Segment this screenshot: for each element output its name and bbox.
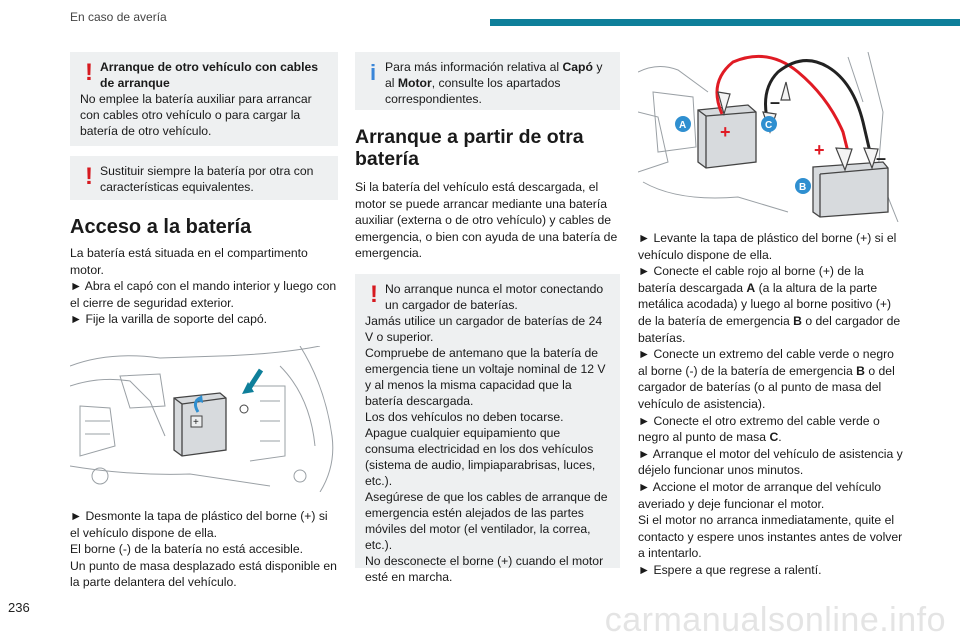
info-note-hood-engine xyxy=(355,52,620,110)
column-right xyxy=(638,52,903,578)
plus-sign: + xyxy=(720,122,731,142)
step: ► Espere a que regrese a ralentí. xyxy=(638,562,822,577)
warning-exclamation-icon: ! xyxy=(85,59,93,86)
warning-line: Apague cualquier equipamiento que consuma electricidad en los dos vehículos (sistema de audio, limpiaparabrisas, luces, etc.). xyxy=(365,425,596,488)
svg-text:+: + xyxy=(193,416,199,428)
warning-exclamation-icon: ! xyxy=(370,280,378,308)
warning-note-jump-start xyxy=(70,52,338,146)
step: ► Levante la tapa de plástico del borne (+) si el vehículo dispone de ella. xyxy=(638,231,897,262)
info-body: Para más información relativa al Capó y al Motor, consulte los apartados correspondientes. xyxy=(385,60,603,106)
step-connect-ground-point: ► Conecte el otro extremo del cable verde o negro al punto de masa C. xyxy=(638,413,880,445)
page-number: 236 xyxy=(8,600,30,615)
step: ► Fije la varilla de soporte del capó. xyxy=(70,312,268,327)
label-c: C xyxy=(765,120,773,131)
paragraph: Un punto de masa desplazado está disponible en la parte delantera del vehículo. xyxy=(70,558,337,590)
running-header: En caso de avería xyxy=(70,10,167,24)
column-middle xyxy=(355,52,620,584)
warning-body: No emplee la batería auxiliar para arrancar con cables otro vehículo o para cargar la batería de otro vehículo. xyxy=(80,92,312,138)
paragraph: El borne (-) de la batería no está accesible. xyxy=(70,542,304,557)
step: ► Abra el capó con el mando interior y luego con el cierre de seguridad exterior. xyxy=(70,279,337,310)
minus-sign: – xyxy=(876,148,887,168)
step-connect-ground-cable: ► Conecte un extremo del cable verde o negro al borne (-) de la batería de emergencia B o del cargador de baterías (o al punto de masa del vehículo de asistencia). xyxy=(638,347,895,411)
warning-exclamation-icon: ! xyxy=(85,163,93,190)
warning-line: Los dos vehículos no deben tocarse. xyxy=(365,409,564,424)
section-heading-battery-access: Acceso a la batería xyxy=(70,216,252,238)
section-heading-jump-start: Arranque a partir de otra batería xyxy=(355,126,584,170)
paragraph: Si el motor no arranca inmediatamente, quite el contacto y espere unos instantes antes de volver a intentarlo. xyxy=(638,513,903,561)
jump-start-illustration xyxy=(638,52,903,222)
watermark: carmanualsonline.info xyxy=(604,601,946,639)
paragraph: Si la batería del vehículo está descargada, el motor se puede arrancar mediante una batería auxiliar (externa o de otro vehículo) y cables de emergencia, o bien con ayuda de una batería de emergencia. xyxy=(355,180,618,261)
info-icon: i xyxy=(370,60,377,85)
column-left xyxy=(70,52,338,591)
warning-body: Sustituir siempre la batería por otra con características equivalentes. xyxy=(100,164,314,194)
warning-line: Asegúrese de que los cables de arranque de emergencia estén alejados de las partes móviles del motor (el ventilador, la correa, etc.). xyxy=(365,489,608,552)
header-accent-bar xyxy=(490,19,960,26)
warning-line: Jamás utilice un cargador de baterías de 24 V o superior. xyxy=(365,313,603,344)
warning-line: No desconecte el borne (+) cuando el motor esté en marcha. xyxy=(365,553,604,584)
jump-start-drawing xyxy=(638,52,903,222)
engine-bay-drawing xyxy=(70,346,338,492)
warning-note-jump-start-safety xyxy=(355,274,620,584)
step: ► Accione el motor de arranque del vehículo averiado y deje funcionar el motor. xyxy=(638,479,882,511)
warning-first-line: No arranque nunca el motor conectando un cargador de baterías. xyxy=(385,281,604,312)
plus-sign: + xyxy=(814,140,825,160)
step: ► Desmonte la tapa de plástico del borne (+) si el vehículo dispone de ella. xyxy=(70,508,328,540)
warning-title: Arranque de otro vehículo con cables de arranque xyxy=(100,60,319,90)
engine-bay-illustration xyxy=(70,346,338,492)
label-b: B xyxy=(799,182,807,193)
step-connect-red-cable: ► Conecte el cable rojo al borne (+) de la batería descargada A (a la altura de la parte metálica acodada) y luego al borne positivo (+) de la batería de emergencia B o del cargador de baterías. xyxy=(638,264,901,345)
label-a: A xyxy=(679,120,687,131)
minus-sign: – xyxy=(770,92,781,112)
paragraph: La batería está situada en el compartimento motor. xyxy=(70,246,308,277)
warning-note-replace-battery xyxy=(70,156,338,200)
warning-line: Compruebe de antemano que la batería de emergencia tiene un voltaje nominal de 12 V y al menos la misma capacidad que la batería descargada. xyxy=(365,345,606,408)
step: ► Arranque el motor del vehículo de asistencia y déjelo funcionar unos minutos. xyxy=(638,446,903,478)
